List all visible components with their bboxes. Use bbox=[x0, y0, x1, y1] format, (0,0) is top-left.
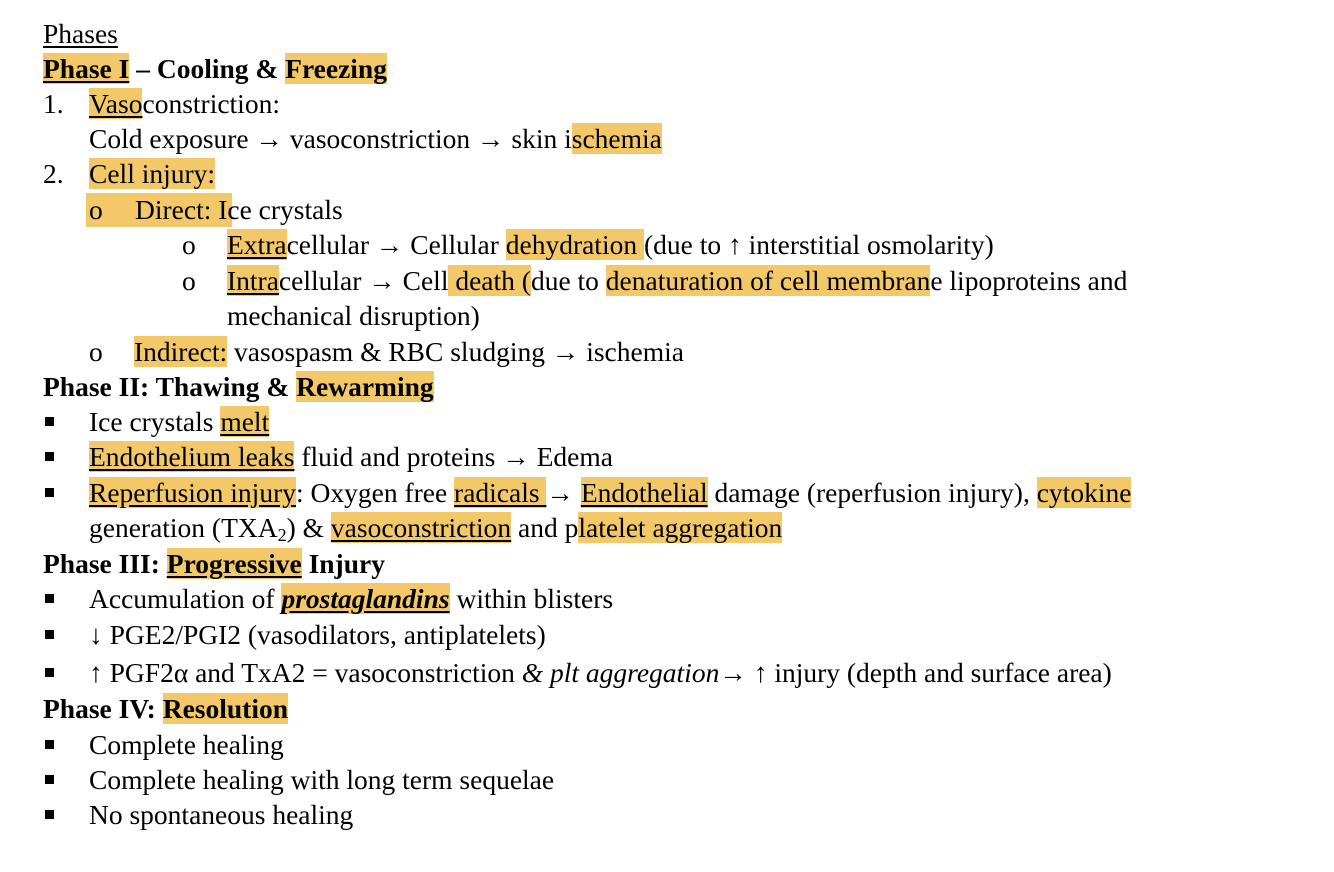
direct-line bbox=[135, 193, 343, 227]
ice-crystals-text: Ice crystals bbox=[218, 194, 343, 225]
arrow-right-icon: → bbox=[551, 336, 580, 367]
square-bullet-icon bbox=[45, 775, 54, 784]
text-run: e lipoproteins and bbox=[930, 265, 1128, 296]
square-bullet-icon bbox=[45, 452, 54, 461]
no-healing-line: No spontaneous healing bbox=[89, 799, 354, 830]
text-run: due to bbox=[530, 265, 606, 296]
extra-highlight: Extra bbox=[227, 229, 287, 260]
vasoconstriction-highlight: vasoconstriction bbox=[330, 512, 512, 543]
dehydration-highlight: dehydration bbox=[505, 229, 644, 260]
text-run: vasospasm & RBC sludging bbox=[227, 336, 552, 367]
text-run: cellular bbox=[278, 265, 369, 296]
list-number-1: 1. bbox=[43, 88, 64, 119]
bullet-o-extracellular: o bbox=[182, 229, 196, 260]
phase-4-heading bbox=[43, 692, 288, 726]
text-run: Accumulation of bbox=[89, 583, 282, 614]
text-run: injury (depth and surface area) bbox=[767, 657, 1112, 688]
arrow-right-icon: → bbox=[255, 123, 284, 154]
intracellular-continuation: mechanical disruption) bbox=[227, 300, 480, 331]
text-run: : Oxygen free bbox=[295, 477, 455, 508]
text-run: Cell bbox=[395, 265, 449, 296]
arrow-right-icon: → bbox=[546, 477, 574, 508]
bullet-o-direct: o bbox=[89, 194, 103, 225]
phase-3-heading bbox=[43, 547, 385, 581]
text-run: Injury bbox=[301, 548, 385, 579]
phase-2-heading bbox=[43, 370, 434, 404]
text-run: PGE2/PGI2 (vasodilators, antiplatelets) bbox=[102, 619, 546, 650]
vaso-highlight: Vaso bbox=[89, 88, 143, 119]
text-run: generation (TXA bbox=[89, 512, 278, 543]
arrow-up-icon: ↑ bbox=[89, 657, 103, 688]
progressive-highlight: Progressive bbox=[166, 548, 302, 579]
arrow-right-icon: → bbox=[375, 229, 404, 260]
text-run: Phase III: bbox=[43, 548, 167, 579]
arrow-down-icon: ↓ bbox=[89, 619, 103, 650]
text-run: (due to bbox=[643, 229, 728, 260]
pge2-line bbox=[89, 618, 546, 652]
square-bullet-icon bbox=[45, 488, 54, 497]
reperfusion-highlight: Reperfusion injury bbox=[89, 477, 296, 508]
text-run: and p bbox=[511, 512, 579, 543]
melt-highlight: melt bbox=[220, 406, 270, 437]
document-title: Phases bbox=[43, 18, 118, 49]
text-run bbox=[574, 477, 581, 508]
text-run: cellular bbox=[286, 229, 376, 260]
vasoconstriction-item bbox=[89, 87, 280, 121]
intracellular-line bbox=[227, 264, 1127, 298]
resolution-highlight: Resolution bbox=[162, 693, 288, 724]
pgf2-line bbox=[89, 656, 1112, 690]
square-bullet-icon bbox=[45, 810, 54, 819]
text-run: Phase II: Thawing & bbox=[43, 371, 297, 402]
direct-label: Direct: bbox=[135, 194, 219, 225]
text-run: Cold exposure bbox=[89, 123, 256, 154]
arrow-right-icon: → bbox=[477, 123, 505, 154]
list-number-2: 2. bbox=[43, 158, 64, 189]
phase-1-title-text: – Cooling & bbox=[129, 53, 286, 84]
arrow-right-icon: → bbox=[502, 441, 530, 472]
text-run: skin i bbox=[504, 123, 572, 154]
text-run: damage (reperfusion injury), bbox=[707, 477, 1037, 508]
endothelial-highlight: Endothelial bbox=[580, 477, 708, 508]
text-run: Edema bbox=[529, 441, 613, 472]
square-bullet-icon bbox=[45, 594, 54, 603]
sequelae-line: Complete healing with long term sequelae bbox=[89, 764, 555, 795]
reperfusion-line bbox=[89, 476, 1131, 510]
plt-aggregation-italic: & plt aggregation bbox=[521, 657, 720, 688]
cell-injury-item bbox=[89, 157, 215, 191]
arrow-right-icon: → bbox=[368, 265, 396, 296]
complete-healing-line: Complete healing bbox=[89, 729, 284, 760]
radicals-highlight: radicals bbox=[454, 477, 547, 508]
text-run: Cellular bbox=[403, 229, 506, 260]
platelet-aggregation-highlight: latelet aggregation bbox=[578, 512, 783, 543]
text-run: Phase IV: bbox=[43, 693, 163, 724]
indirect-line bbox=[134, 335, 684, 369]
phase-1-heading bbox=[43, 52, 387, 86]
denaturation-highlight: denaturation of cell membran bbox=[605, 265, 931, 296]
text-run: interstitial osmolarity) bbox=[741, 229, 994, 260]
arrow-up-icon: ↑ bbox=[753, 657, 768, 688]
square-bullet-icon bbox=[45, 630, 54, 639]
prostaglandins-line bbox=[89, 582, 613, 616]
phase-1-freezing: Freezing bbox=[285, 53, 387, 84]
subscript-2: 2 bbox=[277, 525, 287, 545]
text-run: PGF2α and TxA2 = vasoconstriction bbox=[102, 657, 522, 688]
phase-1-label: Phase I bbox=[43, 53, 130, 84]
square-bullet-icon bbox=[45, 668, 54, 677]
reperfusion-continuation bbox=[89, 511, 782, 545]
text-run: within blisters bbox=[449, 583, 614, 614]
prostaglandins-highlight: prostaglandins bbox=[281, 583, 450, 614]
square-bullet-icon bbox=[45, 417, 54, 426]
bullet-o-intracellular: o bbox=[182, 265, 196, 296]
cell-injury-highlight: Cell injury: bbox=[89, 158, 216, 189]
rewarming-highlight: Rewarming bbox=[296, 371, 434, 402]
arrow-up-icon: ↑ bbox=[727, 229, 742, 260]
arrow-right-icon: → bbox=[719, 657, 754, 688]
indirect-highlight: Indirect: bbox=[134, 336, 228, 367]
text-run: ischemia bbox=[579, 336, 684, 367]
text-run: Ice crystals bbox=[89, 406, 221, 437]
endothelium-line bbox=[89, 440, 613, 474]
constriction-text: constriction: bbox=[142, 88, 280, 119]
text-run: vasoconstriction bbox=[283, 123, 478, 154]
intra-highlight: Intra bbox=[227, 265, 279, 296]
square-bullet-icon bbox=[45, 740, 54, 749]
cold-exposure-line bbox=[89, 122, 662, 156]
death-highlight: death ( bbox=[448, 265, 531, 296]
ischemia-highlight: schemia bbox=[571, 123, 662, 154]
bullet-o-indirect: o bbox=[89, 336, 103, 367]
ice-melt-line bbox=[89, 405, 269, 439]
cytokine-highlight: cytokine bbox=[1036, 477, 1132, 508]
text-run: fluid and proteins bbox=[294, 441, 503, 472]
endothelium-leaks-highlight: Endothelium leaks bbox=[89, 441, 295, 472]
extracellular-line bbox=[227, 228, 994, 262]
text-run: ) & bbox=[286, 512, 331, 543]
